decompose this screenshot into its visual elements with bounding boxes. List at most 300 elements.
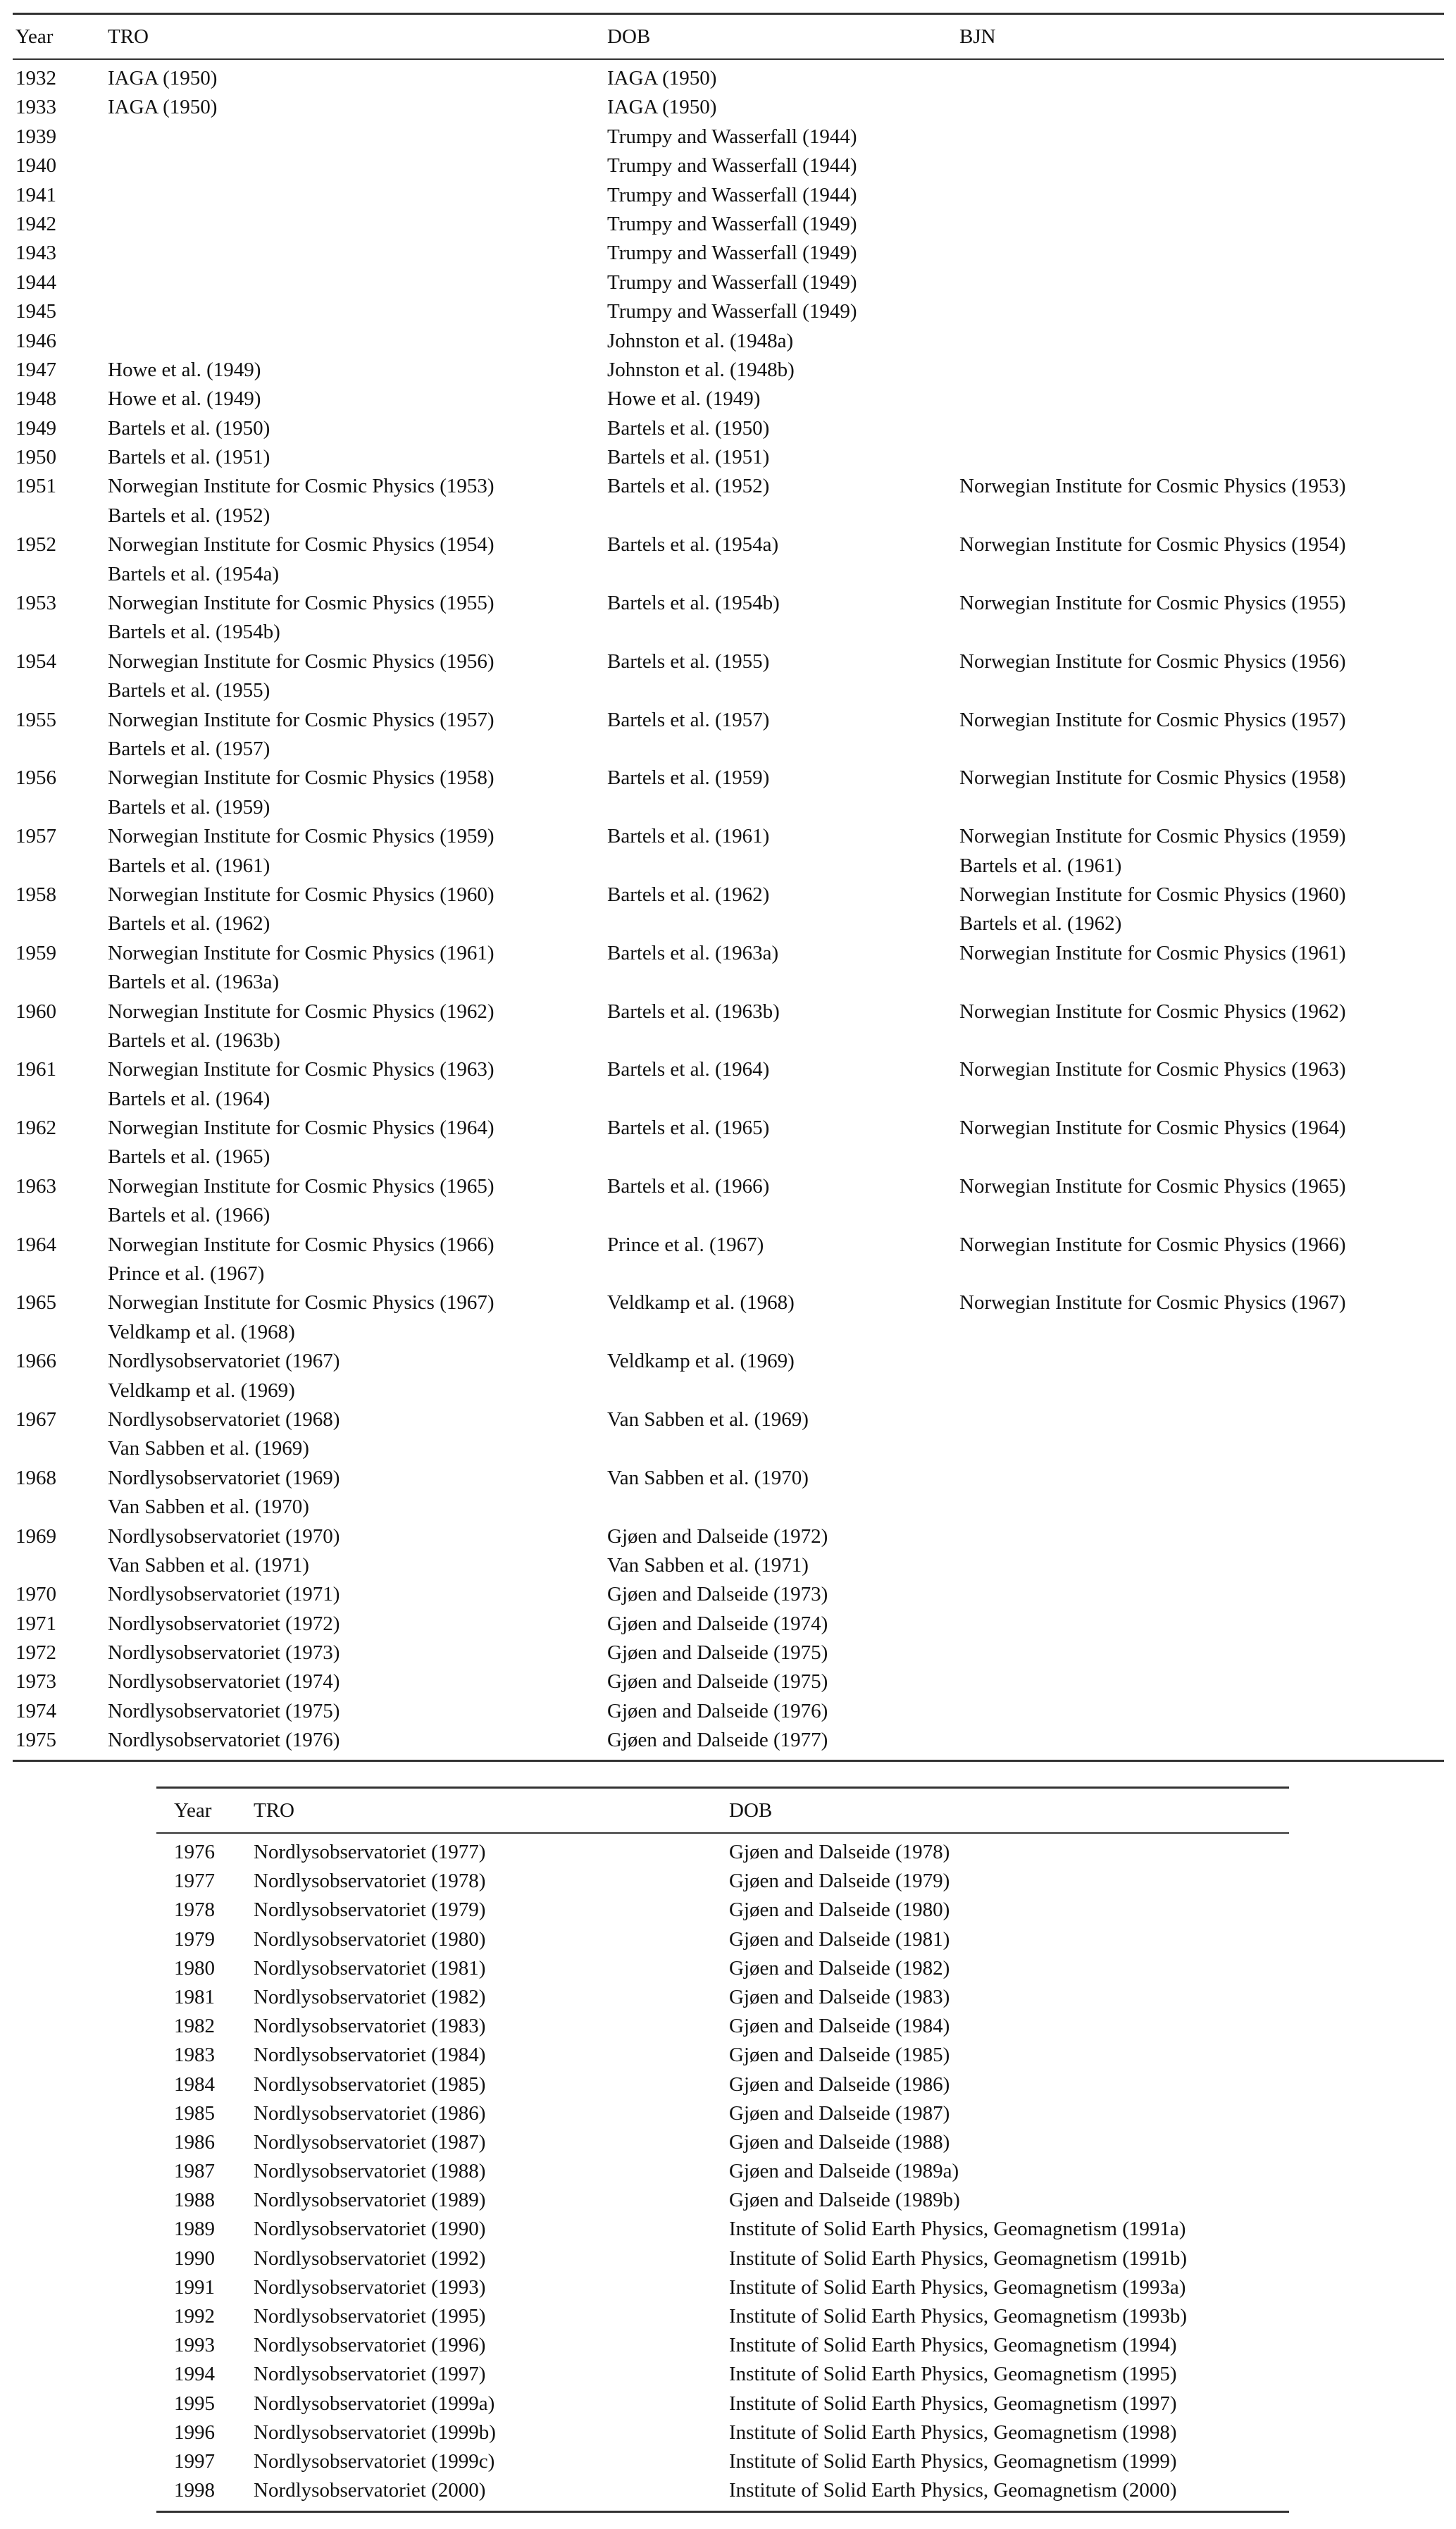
cell-bjn: Norwegian Institute for Cosmic Physics (1959) (959, 825, 1346, 848)
cell-year: 1988 (174, 2189, 215, 2212)
table-row (13, 181, 1444, 210)
cell-bjn: Norwegian Institute for Cosmic Physics (1953) (959, 475, 1346, 498)
cell-year: 1975 (15, 1729, 56, 1752)
cell-tro: Van Sabben et al. (1969) (108, 1437, 309, 1460)
table-row (13, 327, 1444, 356)
cell-bjn: Norwegian Institute for Cosmic Physics (1967) (959, 1291, 1346, 1315)
cell-tro: Bartels et al. (1963a) (108, 971, 280, 994)
cell-tro: Norwegian Institute for Cosmic Physics (1954) (108, 533, 494, 557)
header-year: Year (15, 25, 54, 48)
cell-year: 1978 (174, 1899, 215, 1922)
cell-year: 1991 (174, 2275, 215, 2299)
table-row (156, 2186, 1289, 2215)
table-header-row (13, 15, 1444, 58)
references-table-1932-1975 (13, 13, 1444, 1762)
cell-year: 1955 (15, 708, 56, 731)
cell-dob: Bartels et al. (1950) (607, 416, 770, 440)
cell-tro: Bartels et al. (1957) (108, 737, 270, 760)
table-row (13, 822, 1444, 851)
cell-tro: Norwegian Institute for Cosmic Physics (1967) (108, 1291, 494, 1315)
cell-dob: Bartels et al. (1952) (607, 475, 770, 498)
cell-year: 1942 (15, 212, 56, 235)
cell-tro: Veldkamp et al. (1969) (108, 1379, 295, 1402)
table-row (13, 1551, 1444, 1580)
cell-tro: Norwegian Institute for Cosmic Physics (1958) (108, 766, 494, 790)
table-row (13, 1493, 1444, 1522)
cell-year: 1958 (15, 883, 56, 906)
cell-bjn: Norwegian Institute for Cosmic Physics (1966) (959, 1233, 1346, 1256)
table-row (13, 1114, 1444, 1143)
cell-tro: Bartels et al. (1951) (108, 446, 270, 469)
cell-dob: Veldkamp et al. (1969) (607, 1350, 795, 1373)
cell-tro: Nordlysobservatoriet (2000) (254, 2479, 486, 2502)
cell-tro: Norwegian Institute for Cosmic Physics (1955) (108, 592, 494, 615)
cell-year: 1989 (174, 2218, 215, 2241)
header-dob: DOB (607, 25, 651, 48)
cell-dob: Bartels et al. (1964) (607, 1058, 770, 1081)
table-row (13, 676, 1444, 705)
cell-tro: IAGA (1950) (108, 96, 218, 119)
table-row (13, 1260, 1444, 1288)
cell-dob: Institute of Solid Earth Physics, Geomagnetism (1999) (729, 2449, 1177, 2473)
cell-dob: Gjøen and Dalseide (1976) (607, 1699, 828, 1722)
cell-dob: Gjøen and Dalseide (1987) (729, 2101, 950, 2125)
cell-dob: Gjøen and Dalseide (1989b) (729, 2189, 960, 2212)
header-tro: TRO (254, 1799, 294, 1822)
table-row (13, 647, 1444, 676)
table-row (156, 2070, 1289, 2099)
table-row (13, 385, 1444, 414)
cell-bjn: Norwegian Institute for Cosmic Physics (1965) (959, 1174, 1346, 1198)
table-row (156, 1867, 1289, 1896)
cell-dob: Bartels et al. (1955) (607, 650, 770, 673)
cell-dob: Johnston et al. (1948a) (607, 329, 794, 352)
table-header-row (156, 1789, 1289, 1832)
table-row (156, 2215, 1289, 2244)
cell-dob: Bartels et al. (1961) (607, 825, 770, 848)
table-row (13, 64, 1444, 93)
cell-dob: Bartels et al. (1954b) (607, 592, 780, 615)
cell-year: 1997 (174, 2449, 215, 2473)
cell-year: 1986 (174, 2130, 215, 2154)
cell-dob: Gjøen and Dalseide (1977) (607, 1729, 828, 1752)
cell-tro: Nordlysobservatoriet (1971) (108, 1583, 340, 1606)
cell-tro: Nordlysobservatoriet (1975) (108, 1699, 340, 1722)
cell-tro: Nordlysobservatoriet (1978) (254, 1870, 486, 1893)
cell-year: 1968 (15, 1466, 56, 1489)
cell-year: 1940 (15, 154, 56, 178)
cell-tro: Veldkamp et al. (1968) (108, 1320, 295, 1343)
cell-tro: Norwegian Institute for Cosmic Physics (1957) (108, 708, 494, 731)
cell-tro: Norwegian Institute for Cosmic Physics (1963) (108, 1058, 494, 1081)
cell-year: 1961 (15, 1058, 56, 1081)
cell-dob: Trumpy and Wasserfall (1949) (607, 212, 857, 235)
table-row (13, 1055, 1444, 1084)
cell-tro: Nordlysobservatoriet (1999b) (254, 2421, 496, 2444)
cell-tro: Nordlysobservatoriet (1993) (254, 2275, 486, 2299)
cell-year: 1956 (15, 766, 56, 790)
cell-dob: Gjøen and Dalseide (1988) (729, 2130, 950, 2154)
cell-tro: Bartels et al. (1962) (108, 912, 270, 936)
table-row (13, 1580, 1444, 1609)
cell-tro: Nordlysobservatoriet (1982) (254, 1985, 486, 2008)
table-body (13, 60, 1444, 1760)
cell-dob: Bartels et al. (1951) (607, 446, 770, 469)
cell-year: 1959 (15, 941, 56, 964)
table-row (13, 356, 1444, 385)
table-row (13, 443, 1444, 472)
cell-year: 1973 (15, 1670, 56, 1694)
cell-dob: Howe et al. (1949) (607, 387, 761, 411)
cell-tro: Bartels et al. (1963b) (108, 1029, 280, 1052)
cell-tro: Nordlysobservatoriet (1981) (254, 1956, 486, 1980)
table-row (156, 2360, 1289, 2389)
cell-year: 1960 (15, 1000, 56, 1023)
cell-year: 1994 (174, 2363, 215, 2386)
table-row (13, 1085, 1444, 1114)
cell-year: 1943 (15, 242, 56, 265)
cell-year: 1964 (15, 1233, 56, 1256)
cell-tro: Nordlysobservatoriet (1976) (108, 1729, 340, 1752)
table-row (156, 2273, 1289, 2302)
table-row (156, 2099, 1289, 2128)
cell-bjn: Norwegian Institute for Cosmic Physics (1954) (959, 533, 1346, 557)
cell-tro: IAGA (1950) (108, 67, 218, 89)
cell-year: 1974 (15, 1699, 56, 1722)
cell-tro: Prince et al. (1967) (108, 1262, 265, 1286)
table-row (156, 2041, 1289, 2070)
cell-dob: Gjøen and Dalseide (1983) (729, 1985, 950, 2008)
cell-year: 1947 (15, 358, 56, 381)
cell-year: 1982 (174, 2015, 215, 2038)
cell-tro: Nordlysobservatoriet (1977) (254, 1841, 486, 1863)
cell-tro: Nordlysobservatoriet (1985) (254, 2073, 486, 2096)
cell-dob: Institute of Solid Earth Physics, Geomagnetism (2000) (729, 2479, 1177, 2502)
cell-dob: Trumpy and Wasserfall (1944) (607, 125, 857, 148)
cell-year: 1969 (15, 1524, 56, 1548)
cell-tro: Van Sabben et al. (1971) (108, 1553, 309, 1577)
cell-tro: Nordlysobservatoriet (1999c) (254, 2449, 495, 2473)
table-row (13, 706, 1444, 735)
cell-tro: Norwegian Institute for Cosmic Physics (1959) (108, 825, 494, 848)
table-row (156, 2302, 1289, 2331)
cell-tro: Nordlysobservatoriet (1997) (254, 2363, 486, 2386)
table-row (13, 1522, 1444, 1551)
table-row (156, 2476, 1289, 2505)
cell-tro: Nordlysobservatoriet (1989) (254, 2189, 486, 2212)
cell-year: 1944 (15, 271, 56, 294)
cell-tro: Nordlysobservatoriet (1990) (254, 2218, 486, 2241)
table-row (13, 93, 1444, 122)
cell-dob: Veldkamp et al. (1968) (607, 1291, 795, 1315)
cell-dob: Bartels et al. (1965) (607, 1117, 770, 1140)
cell-tro: Nordlysobservatoriet (1979) (254, 1899, 486, 1922)
cell-tro: Nordlysobservatoriet (1987) (254, 2130, 486, 2154)
cell-dob: Van Sabben et al. (1970) (607, 1466, 809, 1489)
cell-dob: Institute of Solid Earth Physics, Geomagnetism (1991b) (729, 2247, 1188, 2270)
cell-tro: Bartels et al. (1961) (108, 854, 270, 877)
table-row (13, 560, 1444, 589)
table-bottom-rule (13, 1760, 1444, 1762)
table-row (13, 1610, 1444, 1639)
cell-year: 1952 (15, 533, 56, 557)
table-row (13, 909, 1444, 938)
cell-dob: Gjøen and Dalseide (1984) (729, 2015, 950, 2038)
cell-dob: Gjøen and Dalseide (1980) (729, 1899, 950, 1922)
cell-year: 1945 (15, 300, 56, 323)
table-row (156, 1954, 1289, 1983)
cell-dob: Gjøen and Dalseide (1973) (607, 1583, 828, 1606)
cell-tro: Howe et al. (1949) (108, 358, 261, 381)
cell-dob: Institute of Solid Earth Physics, Geomagnetism (1998) (729, 2421, 1177, 2444)
cell-year: 1951 (15, 475, 56, 498)
cell-dob: Trumpy and Wasserfall (1949) (607, 300, 857, 323)
cell-year: 1972 (15, 1641, 56, 1665)
cell-year: 1979 (174, 1927, 215, 1951)
header-tro: TRO (108, 25, 149, 48)
cell-dob: Institute of Solid Earth Physics, Geomagnetism (1997) (729, 2392, 1177, 2415)
cell-dob: Institute of Solid Earth Physics, Geomagnetism (1993b) (729, 2305, 1188, 2328)
header-year: Year (174, 1799, 212, 1822)
cell-dob: Gjøen and Dalseide (1979) (729, 1870, 950, 1893)
table-row (13, 852, 1444, 881)
cell-year: 1948 (15, 387, 56, 411)
table-row (156, 2331, 1289, 2360)
header-bjn: BJN (959, 25, 996, 48)
cell-tro: Nordlysobservatoriet (1995) (254, 2305, 486, 2328)
cell-year: 1965 (15, 1291, 56, 1315)
cell-bjn: Bartels et al. (1961) (959, 854, 1122, 877)
cell-year: 1996 (174, 2421, 215, 2444)
table-row (13, 1377, 1444, 1405)
table-row (13, 1318, 1444, 1347)
cell-year: 1949 (15, 416, 56, 440)
table-row (13, 123, 1444, 151)
cell-tro: Norwegian Institute for Cosmic Physics (1961) (108, 941, 494, 964)
cell-tro: Nordlysobservatoriet (1974) (108, 1670, 340, 1694)
cell-bjn: Norwegian Institute for Cosmic Physics (1955) (959, 592, 1346, 615)
table-row (13, 1726, 1444, 1755)
cell-year: 1980 (174, 1956, 215, 1980)
table-row (13, 414, 1444, 443)
cell-tro: Nordlysobservatoriet (1969) (108, 1466, 340, 1489)
cell-dob: Trumpy and Wasserfall (1944) (607, 154, 857, 178)
cell-year: 1967 (15, 1408, 56, 1431)
cell-year: 1981 (174, 1985, 215, 2008)
cell-dob: Gjøen and Dalseide (1972) (607, 1524, 828, 1548)
table-row (156, 2390, 1289, 2418)
cell-tro: Bartels et al. (1965) (108, 1145, 270, 1169)
cell-year: 1933 (15, 96, 56, 119)
cell-tro: Nordlysobservatoriet (1968) (108, 1408, 340, 1431)
table-row (13, 472, 1444, 501)
cell-year: 1983 (174, 2044, 215, 2067)
table-row (156, 2418, 1289, 2447)
cell-dob: Trumpy and Wasserfall (1949) (607, 271, 857, 294)
table-row (13, 1464, 1444, 1493)
table-row (13, 1697, 1444, 1726)
cell-year: 1987 (174, 2160, 215, 2183)
table-row (13, 1639, 1444, 1667)
table-row (156, 2447, 1289, 2476)
cell-tro: Nordlysobservatoriet (1980) (254, 1927, 486, 1951)
cell-tro: Bartels et al. (1966) (108, 1204, 270, 1227)
table-row (13, 735, 1444, 764)
table-row (13, 530, 1444, 559)
cell-bjn: Norwegian Institute for Cosmic Physics (1963) (959, 1058, 1346, 1081)
table-row (13, 589, 1444, 618)
cell-year: 1950 (15, 446, 56, 469)
cell-bjn: Norwegian Institute for Cosmic Physics (1962) (959, 1000, 1346, 1023)
cell-dob: Gjøen and Dalseide (1989a) (729, 2160, 959, 2183)
table-row (13, 1231, 1444, 1260)
cell-dob: Gjøen and Dalseide (1986) (729, 2073, 950, 2096)
table-row (13, 998, 1444, 1026)
cell-year: 1970 (15, 1583, 56, 1606)
cell-bjn: Norwegian Institute for Cosmic Physics (1958) (959, 766, 1346, 790)
cell-tro: Bartels et al. (1954b) (108, 621, 280, 644)
cell-dob: Van Sabben et al. (1971) (607, 1553, 809, 1577)
cell-tro: Nordlysobservatoriet (1992) (254, 2247, 486, 2270)
table-body (156, 1834, 1289, 2511)
cell-tro: Van Sabben et al. (1970) (108, 1496, 309, 1519)
cell-tro: Norwegian Institute for Cosmic Physics (1965) (108, 1174, 494, 1198)
cell-tro: Norwegian Institute for Cosmic Physics (1962) (108, 1000, 494, 1023)
cell-dob: Institute of Solid Earth Physics, Geomagnetism (1991a) (729, 2218, 1186, 2241)
table-row (156, 2012, 1289, 2041)
cell-tro: Norwegian Institute for Cosmic Physics (1956) (108, 650, 494, 673)
table-row (156, 1896, 1289, 1925)
table-row (13, 239, 1444, 268)
cell-dob: Trumpy and Wasserfall (1949) (607, 242, 857, 265)
cell-dob: Trumpy and Wasserfall (1944) (607, 183, 857, 206)
cell-year: 1977 (174, 1870, 215, 1893)
cell-dob: IAGA (1950) (607, 67, 717, 89)
cell-dob: Gjøen and Dalseide (1974) (607, 1612, 828, 1635)
cell-dob: Gjøen and Dalseide (1981) (729, 1927, 950, 1951)
table-row (13, 1143, 1444, 1172)
table-row (13, 1405, 1444, 1434)
cell-dob: Bartels et al. (1959) (607, 766, 770, 790)
table-row (13, 297, 1444, 326)
cell-tro: Bartels et al. (1952) (108, 504, 270, 527)
table-row (156, 1838, 1289, 1867)
table-row (13, 881, 1444, 909)
cell-dob: Gjøen and Dalseide (1975) (607, 1670, 828, 1694)
table-row (13, 268, 1444, 297)
cell-year: 1941 (15, 183, 56, 206)
table-row (13, 1667, 1444, 1696)
cell-dob: Gjøen and Dalseide (1982) (729, 1956, 950, 1980)
table-row (13, 1434, 1444, 1463)
cell-year: 1954 (15, 650, 56, 673)
cell-year: 1984 (174, 2073, 215, 2096)
header-dob: DOB (729, 1799, 773, 1822)
table-row (13, 618, 1444, 647)
cell-year: 1953 (15, 592, 56, 615)
table-row (156, 1983, 1289, 2012)
cell-tro: Nordlysobservatoriet (1970) (108, 1524, 340, 1548)
table-row (13, 502, 1444, 530)
cell-year: 1946 (15, 329, 56, 352)
cell-tro: Nordlysobservatoriet (1972) (108, 1612, 340, 1635)
cell-year: 1976 (174, 1841, 215, 1863)
cell-tro: Norwegian Institute for Cosmic Physics (1966) (108, 1233, 494, 1256)
table-row (156, 2128, 1289, 2157)
cell-dob: Bartels et al. (1963b) (607, 1000, 780, 1023)
cell-dob: Bartels et al. (1963a) (607, 941, 779, 964)
cell-tro: Nordlysobservatoriet (1983) (254, 2015, 486, 2038)
cell-dob: Johnston et al. (1948b) (607, 358, 795, 381)
cell-bjn: Norwegian Institute for Cosmic Physics (1960) (959, 883, 1346, 906)
table-row (13, 1288, 1444, 1317)
references-table-1976-1998 (156, 1787, 1289, 2513)
cell-year: 1939 (15, 125, 56, 148)
cell-tro: Norwegian Institute for Cosmic Physics (1964) (108, 1117, 494, 1140)
cell-dob: Gjøen and Dalseide (1985) (729, 2044, 950, 2067)
cell-bjn: Norwegian Institute for Cosmic Physics (1964) (959, 1117, 1346, 1140)
cell-bjn: Norwegian Institute for Cosmic Physics (1957) (959, 708, 1346, 731)
table-row (13, 1172, 1444, 1201)
table-row (13, 939, 1444, 968)
cell-dob: Bartels et al. (1954a) (607, 533, 779, 557)
table-row (13, 764, 1444, 793)
cell-dob: Gjøen and Dalseide (1978) (729, 1841, 950, 1863)
cell-year: 1993 (174, 2334, 215, 2357)
cell-bjn: Bartels et al. (1962) (959, 912, 1122, 936)
table-row (13, 210, 1444, 239)
cell-tro: Nordlysobservatoriet (1973) (108, 1641, 340, 1665)
cell-bjn: Norwegian Institute for Cosmic Physics (1956) (959, 650, 1346, 673)
cell-tro: Nordlysobservatoriet (1988) (254, 2160, 486, 2183)
cell-year: 1962 (15, 1117, 56, 1140)
cell-tro: Nordlysobservatoriet (1999a) (254, 2392, 495, 2415)
cell-bjn: Norwegian Institute for Cosmic Physics (1961) (959, 941, 1346, 964)
table-row (13, 1201, 1444, 1230)
cell-year: 1966 (15, 1350, 56, 1373)
cell-dob: Bartels et al. (1957) (607, 708, 770, 731)
cell-tro: Bartels et al. (1959) (108, 795, 270, 819)
cell-dob: Prince et al. (1967) (607, 1233, 764, 1256)
table-bottom-rule (156, 2511, 1289, 2513)
table-row (13, 968, 1444, 997)
table-row (13, 1026, 1444, 1055)
table-row (13, 793, 1444, 822)
cell-year: 1992 (174, 2305, 215, 2328)
cell-dob: Van Sabben et al. (1969) (607, 1408, 809, 1431)
cell-year: 1985 (174, 2101, 215, 2125)
cell-tro: Bartels et al. (1955) (108, 679, 270, 702)
cell-dob: Gjøen and Dalseide (1975) (607, 1641, 828, 1665)
cell-year: 1963 (15, 1174, 56, 1198)
table-row (156, 2244, 1289, 2273)
cell-year: 1998 (174, 2479, 215, 2502)
cell-tro: Nordlysobservatoriet (1986) (254, 2101, 486, 2125)
cell-tro: Bartels et al. (1964) (108, 1087, 270, 1110)
cell-tro: Norwegian Institute for Cosmic Physics (1953) (108, 475, 494, 498)
cell-dob: Institute of Solid Earth Physics, Geomagnetism (1995) (729, 2363, 1177, 2386)
cell-tro: Nordlysobservatoriet (1967) (108, 1350, 340, 1373)
table-row (156, 1925, 1289, 1954)
cell-year: 1971 (15, 1612, 56, 1635)
cell-tro: Bartels et al. (1954a) (108, 562, 280, 585)
table-row (156, 2157, 1289, 2186)
cell-dob: Bartels et al. (1962) (607, 883, 770, 906)
cell-dob: Institute of Solid Earth Physics, Geomagnetism (1993a) (729, 2275, 1186, 2299)
cell-tro: Howe et al. (1949) (108, 387, 261, 411)
cell-tro: Bartels et al. (1950) (108, 416, 270, 440)
cell-tro: Nordlysobservatoriet (1996) (254, 2334, 486, 2357)
